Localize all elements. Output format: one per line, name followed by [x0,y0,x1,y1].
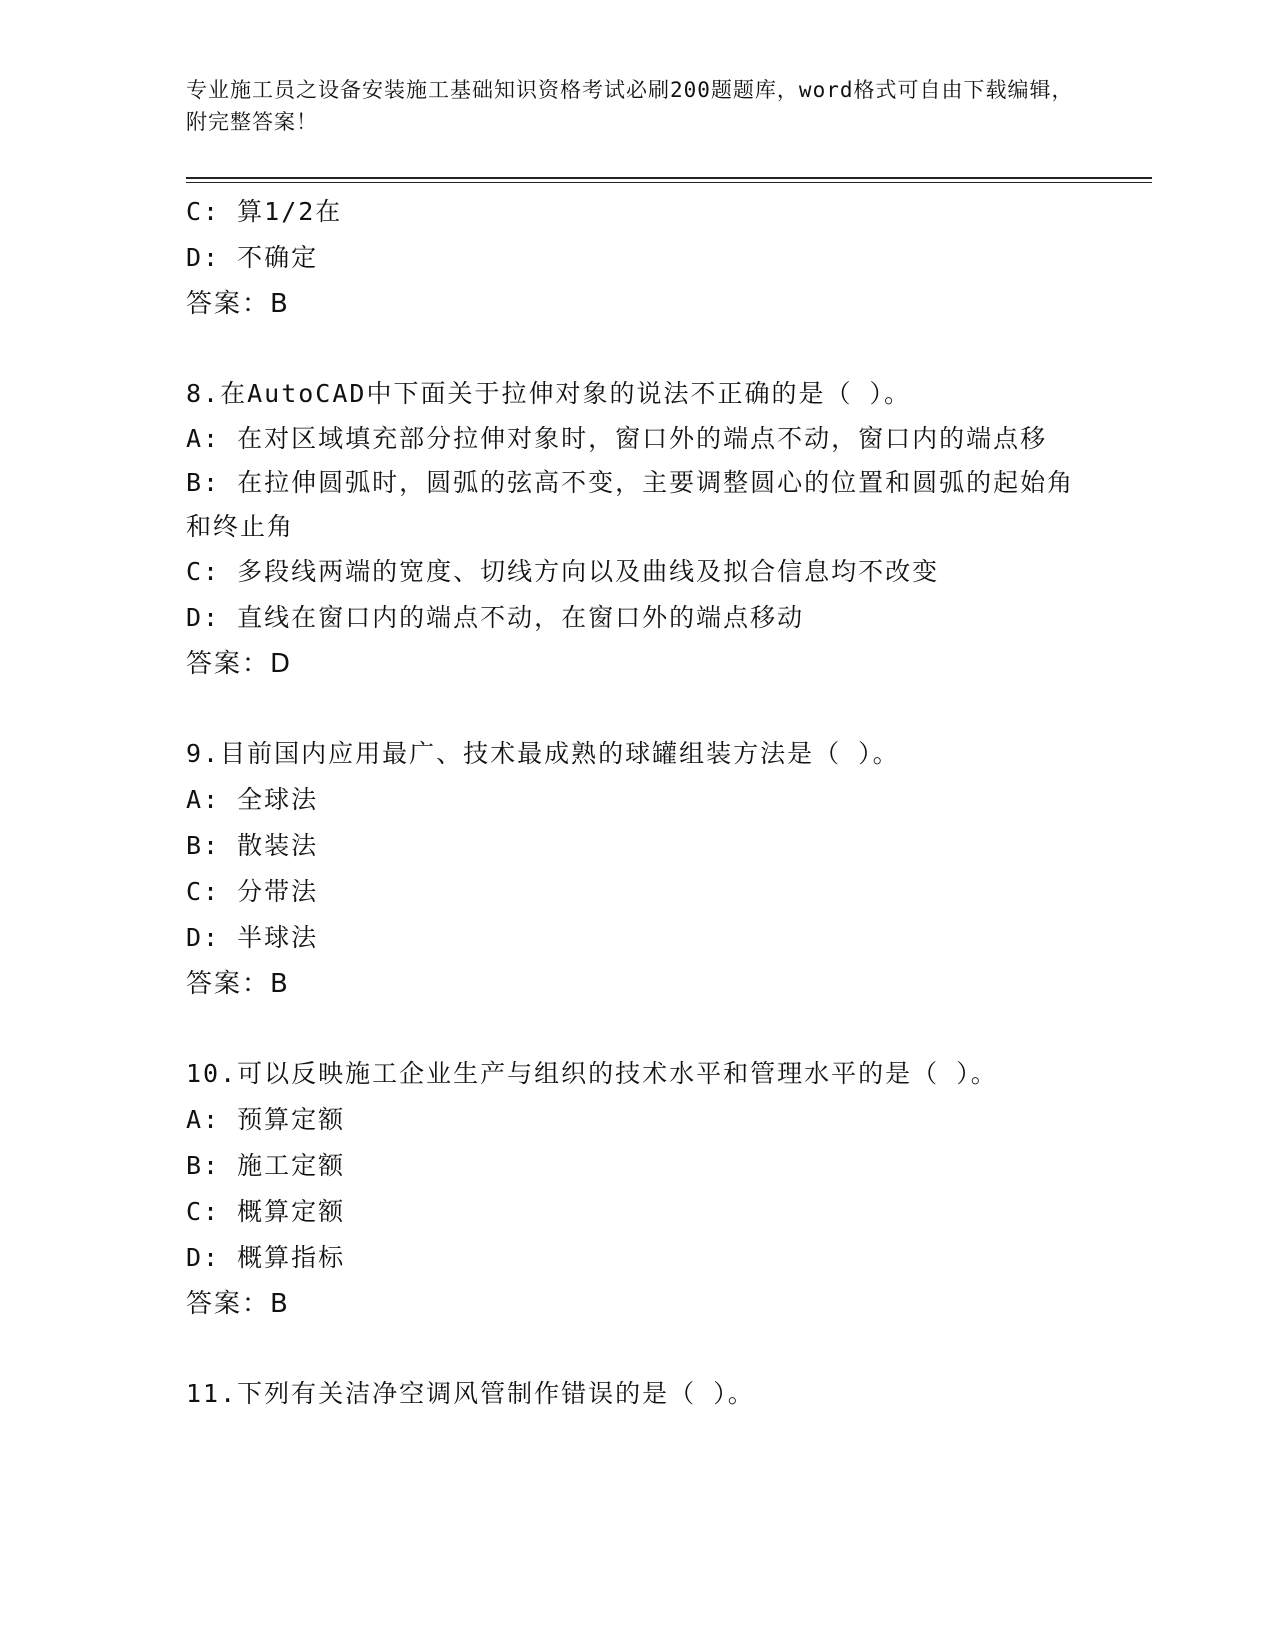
option-a: A: 在对区域填充部分拉伸对象时，窗口外的端点不动，窗口内的端点移 [186,424,1048,453]
option-c: C: 算1/2在 [186,197,343,226]
option-d: D: 直线在窗口内的端点不动，在窗口外的端点移动 [186,603,805,632]
answer: 答案：B [186,1289,290,1319]
header-divider-thin [186,182,1152,183]
document-header: 专业施工员之设备安装施工基础知识资格考试必刷200题题库，word格式可自由下载编辑，附完整答案！ [186,78,1074,134]
answer: 答案：D [186,649,293,679]
option-b: B: 在拉伸圆弧时，圆弧的弦高不变，主要调整圆心的位置和圆弧的起始角和终止角 [186,468,1075,541]
option-b: B: 散装法 [186,831,319,860]
question-9: 9.目前国内应用最广、技术最成熟的球罐组装方法是（ ）。 [186,739,900,768]
option-d: D: 半球法 [186,923,319,952]
option-c: C: 概算定额 [186,1197,346,1226]
option-b: B: 施工定额 [186,1151,346,1180]
answer: 答案：B [186,969,290,999]
option-a: A: 预算定额 [186,1105,346,1134]
option-c: C: 分带法 [186,877,319,906]
question-11: 11.下列有关洁净空调风管制作错误的是（ ）。 [186,1379,755,1408]
option-d: D: 概算指标 [186,1243,346,1272]
option-c: C: 多段线两端的宽度、切线方向以及曲线及拟合信息均不改变 [186,557,940,586]
question-10: 10.可以反映施工企业生产与组织的技术水平和管理水平的是（ ）。 [186,1059,998,1088]
answer: 答案：B [186,289,290,319]
question-8: 8.在AutoCAD中下面关于拉伸对象的说法不正确的是（ ）。 [186,379,912,408]
option-a: A: 全球法 [186,785,319,814]
question-list [186,189,1086,1417]
option-d: D: 不确定 [186,243,319,272]
header-divider [186,177,1152,179]
